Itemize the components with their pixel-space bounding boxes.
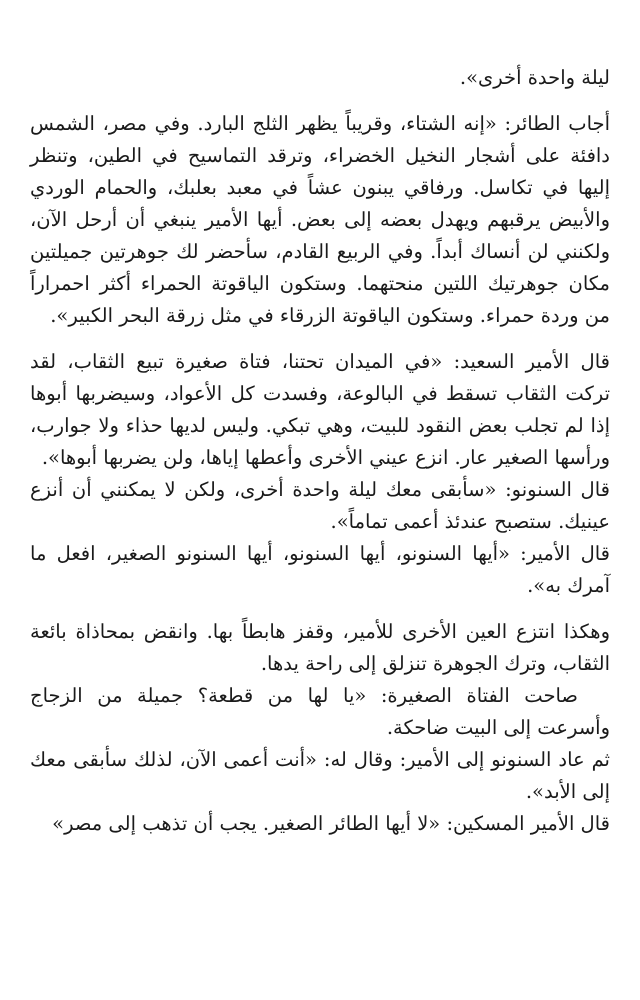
paragraph: قال الأمير المسكين: «لا أيها الطائر الصغير. يجب أن تذهب إلى مصر» [52, 812, 610, 835]
paragraph-gap [30, 94, 610, 108]
paragraph: ليلة واحدة أخرى». [459, 66, 610, 89]
paragraph-gap [30, 602, 610, 616]
paragraph: ثم عاد السنونو إلى الأمير: وقال له: «أنت أعمى الآن، لذلك سأبقى معك إلى الأبد». [30, 748, 610, 803]
paragraph: صاحت الفتاة الصغيرة: «يا لها من قطعة؟ جميلة من الزجاج وأسرعت إلى البيت ضاحكة. [30, 684, 610, 739]
paragraph: وهكذا انتزع العين الأخرى للأمير، وقفز هابطاً بها. وانقض بمحاذاة بائعة الثقاب، وترك الجوهرة تنزلق إلى راحة يدها. [30, 620, 610, 675]
paragraph: قال الأمير: «أيها السنونو، أيها السنونو، أيها السنونو الصغير، افعل ما آمرك به». [30, 542, 610, 597]
paragraph: قال الأمير السعيد: «في الميدان تحتنا، فتاة صغيرة تبيع الثقاب، لقد تركت الثقاب تسقط في البالوعة، وفسدت كل الأعواد، وسيضربها أبوها إذا لم تجلب بعض النقود للبيت، وهي تبكي. وليس لديها حذاء ولا جوارب، ورأسها الصغير عار. انزع عيني الأخرى وأعطها إياها، ولن يضربها أبوها». [30, 350, 610, 469]
book-page [30, 62, 610, 840]
paragraph: أجاب الطائر: «إنه الشتاء، وقريباً يظهر الثلج البارد. وفي مصر، الشمس دافئة على أشجار النخيل الخضراء، وترقد التماسيح في الطين، وتنظر إليها في تكاسل. ورفاقي يبنون عشاً في معبد بعلبك، والحمام الوردي والأبيض يرقبهم ويهدل بعضه إلى بعض. أيها الأمير ينبغي أن أرحل الآن، ولكنني لن أنساك أبداً. وفي الربيع القادم، سأحضر لك جوهرتين جميلتين مكان جوهرتيك اللتين منحتهما. وستكون الياقوتة الحمراء أكثر احمراراً من وردة حمراء. وستكون الياقوتة الزرقاء في مثل زرقة البحر الكبير». [30, 112, 610, 327]
paragraph-gap [30, 332, 610, 346]
paragraph: قال السنونو: «سأبقى معك ليلة واحدة أخرى، ولكن لا يمكنني أن أنزع عينيك. ستصبح عندئذ أعمى تماماً». [30, 478, 610, 533]
